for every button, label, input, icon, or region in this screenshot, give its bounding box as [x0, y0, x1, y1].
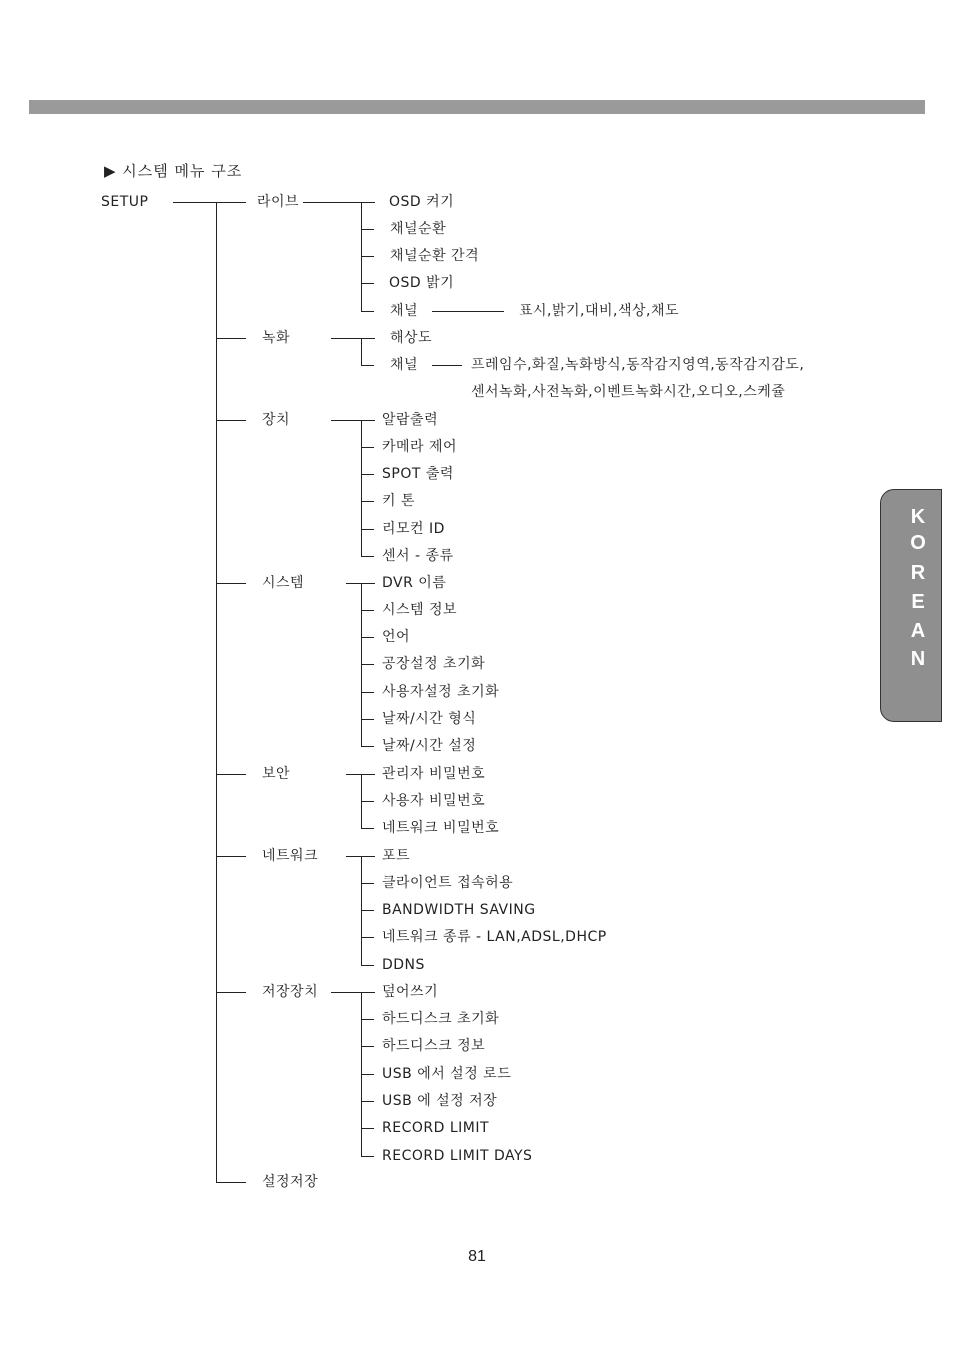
- menu-item-label: 하드디스크 정보: [382, 1038, 486, 1054]
- menu-item-label: 하드디스크 초기화: [382, 1011, 500, 1027]
- connector-line: [361, 420, 374, 421]
- connector-line: [361, 474, 374, 475]
- menu-item-label: 채널순환 간격: [390, 248, 480, 264]
- tab-letter: N: [910, 648, 926, 670]
- menu-item-detail: 센서녹화,사전녹화,이벤트녹화시간,오디오,스케쥴: [471, 384, 786, 400]
- connector-line: [361, 583, 374, 584]
- connector-line: [216, 1182, 246, 1183]
- connector-line: [361, 1074, 374, 1075]
- connector-line: [361, 856, 374, 857]
- menu-item-label: 클라이언트 접속허용: [382, 875, 514, 891]
- connector-line: [361, 1128, 374, 1129]
- connector-line: [361, 637, 374, 638]
- section-heading: ▶ 시스템 메뉴 구조: [104, 162, 243, 180]
- connector-line: [361, 283, 374, 284]
- category-label: 저장장치: [262, 984, 319, 1000]
- connector-line: [361, 610, 374, 611]
- connector-line: [361, 338, 374, 339]
- connector-line: [361, 338, 362, 366]
- menu-item-label: 네트워크 종류 - LAN,ADSL,DHCP: [382, 929, 607, 945]
- menu-item-label: USB 에 설정 저장: [382, 1093, 498, 1109]
- connector-line: [361, 447, 374, 448]
- connector-line: [361, 992, 374, 993]
- tab-letter: O: [910, 532, 926, 554]
- menu-item-label: 관리자 비밀번호: [382, 766, 486, 782]
- connector-line: [173, 202, 246, 203]
- category-label: 라이브: [257, 194, 300, 210]
- connector-line: [361, 1046, 374, 1047]
- menu-item-label: 포트: [382, 848, 411, 864]
- connector-line: [361, 856, 362, 966]
- menu-item-label: 채널순환: [390, 221, 447, 237]
- connector-line: [361, 883, 374, 884]
- menu-item-detail: 표시,밝기,대비,색상,채도: [519, 303, 680, 319]
- menu-item-label: SPOT 출력: [382, 466, 454, 482]
- connector-line: [361, 664, 374, 665]
- connector-line: [361, 774, 374, 775]
- connector-line: [216, 774, 246, 775]
- connector-line: [361, 529, 374, 530]
- connector-line: [361, 692, 374, 693]
- menu-item-label: 덮어쓰기: [382, 984, 439, 1000]
- connector-line: [361, 202, 374, 203]
- menu-item-label: 키 톤: [382, 493, 415, 509]
- connector-line: [361, 556, 374, 557]
- connector-line: [216, 583, 246, 584]
- connector-line: [361, 937, 374, 938]
- menu-item-label: 언어: [382, 629, 411, 645]
- menu-item-label: 해상도: [390, 330, 433, 346]
- menu-item-label: RECORD LIMIT DAYS: [382, 1148, 533, 1164]
- menu-item-label: 사용자 비밀번호: [382, 793, 486, 809]
- connector-line: [361, 1156, 374, 1157]
- category-label: 설정저장: [262, 1174, 319, 1190]
- tab-letter: R: [910, 562, 926, 584]
- category-label: 보안: [262, 766, 291, 782]
- connector-line: [432, 365, 462, 366]
- connector-line: [361, 256, 374, 257]
- connector-line: [216, 202, 217, 1182]
- menu-item-label: 채널: [390, 303, 419, 319]
- tab-letter: E: [911, 591, 925, 613]
- connector-line: [361, 420, 362, 557]
- category-label: 장치: [262, 412, 291, 428]
- connector-line: [432, 311, 504, 312]
- connector-line: [361, 202, 362, 312]
- connector-line: [361, 583, 362, 747]
- header-rule: [29, 100, 925, 114]
- page-number: 81: [468, 1248, 486, 1265]
- connector-line: [216, 420, 246, 421]
- menu-item-label: 카메라 제어: [382, 439, 458, 455]
- menu-item-label: 날짜/시간 설정: [382, 738, 477, 754]
- menu-item-label: RECORD LIMIT: [382, 1120, 490, 1136]
- menu-item-label: OSD 켜기: [389, 194, 455, 210]
- menu-item-detail: 프레임수,화질,녹화방식,동작감지영역,동작감지감도,: [471, 357, 805, 373]
- menu-item-label: 시스템 정보: [382, 602, 458, 618]
- menu-item-label: 센서 - 종류: [382, 548, 454, 564]
- tab-letter: K: [910, 506, 926, 528]
- menu-item-label: 공장설정 초기화: [382, 656, 486, 672]
- menu-item-label: 네트워크 비밀번호: [382, 820, 500, 836]
- menu-item-label: 리모컨 ID: [382, 521, 445, 537]
- menu-item-label: DVR 이름: [382, 575, 447, 591]
- connector-line: [361, 719, 374, 720]
- connector-line: [361, 311, 374, 312]
- menu-item-label: BANDWIDTH SAVING: [382, 902, 536, 918]
- connector-line: [361, 501, 374, 502]
- connector-line: [361, 965, 374, 966]
- connector-line: [361, 801, 374, 802]
- connector-line: [216, 338, 246, 339]
- connector-line: [361, 1101, 374, 1102]
- menu-item-label: 사용자설정 초기화: [382, 684, 500, 700]
- category-label: 녹화: [262, 330, 291, 346]
- menu-item-label: OSD 밝기: [389, 275, 455, 291]
- menu-item-label: USB 에서 설정 로드: [382, 1066, 512, 1082]
- category-label: 네트워크: [262, 848, 319, 864]
- connector-line: [361, 1019, 374, 1020]
- connector-line: [361, 910, 374, 911]
- menu-item-label: 날짜/시간 형식: [382, 711, 477, 727]
- connector-line: [216, 992, 246, 993]
- connector-line: [361, 746, 374, 747]
- tab-letter: A: [910, 620, 926, 642]
- menu-root: SETUP: [101, 194, 149, 210]
- menu-item-label: 알람출력: [382, 412, 439, 428]
- category-label: 시스템: [262, 575, 305, 591]
- menu-item-label: 채널: [390, 357, 419, 373]
- connector-line: [216, 856, 246, 857]
- connector-line: [361, 229, 374, 230]
- connector-line: [361, 365, 374, 366]
- menu-item-label: DDNS: [382, 957, 425, 973]
- connector-line: [361, 828, 374, 829]
